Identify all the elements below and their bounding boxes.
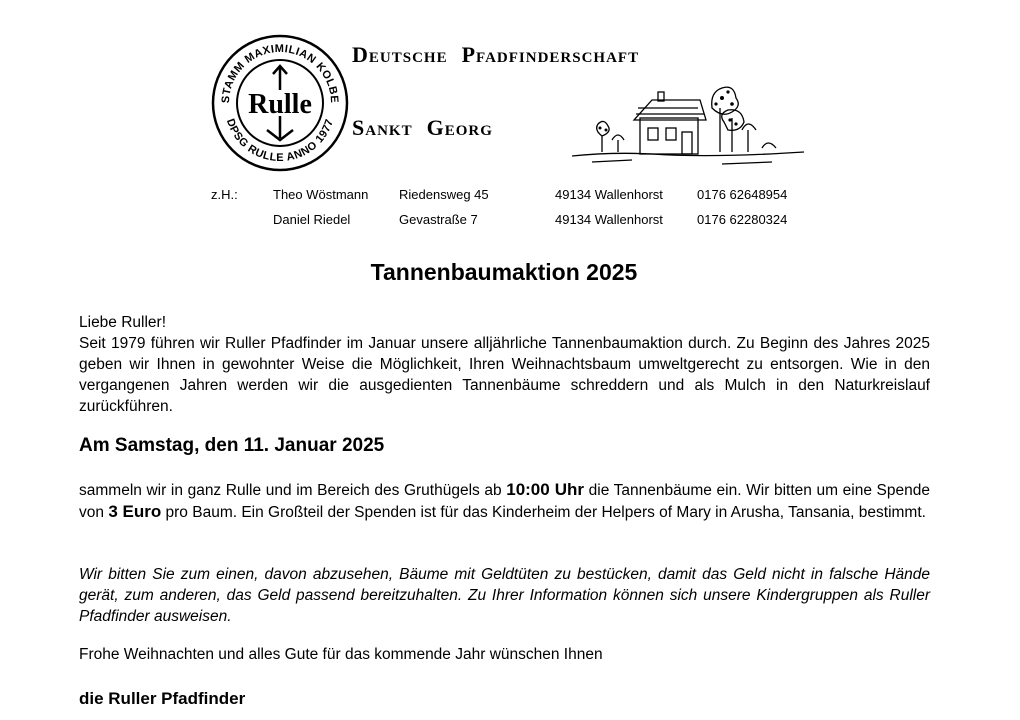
signoff: die Ruller Pfadfinder (79, 689, 246, 708)
contact-street: Gevastraße 7 (399, 212, 478, 227)
wishes-line: Frohe Weihnachten und alles Gute für das kommende Jahr wünschen Ihnen (79, 646, 603, 663)
intro-paragraph: Seit 1979 führen wir Ruller Pfadfinder im Januar unsere alljährliche Tannenbaumaktion durch. Zu Beginn des Jahres 2025 geben wir Ihnen in gewohnter Weise die Möglichkeit, Ihren Weihnachtsbaum umweltgerecht zu entsorgen. Wie in den vergangenen Jahren werden wir die ausgedienten Tannenbäume schreddern und als Mulch in den Naturkreislauf zurückführen. (79, 335, 930, 415)
request-paragraph: Wir bitten Sie zum einen, davon abzusehen, Bäume mit Geldtüten zu bestücken, damit das Geld nicht in falsche Hände gerät, zum anderen, das Geld passend bereitzuhalten. Zu Ihrer Information können sich unsere Kindergruppen als Ruller Pfadfinder ausweisen. (79, 566, 930, 625)
org-word-deutsche: Deutsche (352, 42, 448, 67)
org-word-sankt: Sankt (352, 115, 413, 140)
contact-phone: 0176 62648954 (697, 187, 788, 202)
collection-text-part1: sammeln wir in ganz Rulle und im Bereich des Gruthügels ab (79, 482, 507, 499)
letter-greeting: Liebe Ruller! (79, 314, 167, 331)
org-word-pfadfinderschaft: Pfadfinderschaft (461, 42, 640, 67)
seal-center-text: Rulle (248, 89, 312, 120)
collection-text-part2: die Tannenbäume ein. Wir bitten um eine Spende von (79, 482, 930, 521)
contact-city: 49134 Wallenhorst (555, 187, 663, 202)
dpsg-rulle-seal-logo (211, 34, 349, 172)
collection-time: 10:00 Uhr (506, 480, 585, 499)
org-name-line1 (352, 42, 639, 68)
house-trees-illustration (572, 78, 804, 178)
collection-text-part3: pro Baum. Ein Großteil der Spenden ist für das Kinderheim der Helpers of Mary in Arusha, Tansania, bestimmt. (161, 504, 926, 521)
contact-street: Riedensweg 45 (399, 187, 489, 202)
seal-ring-top-text: STAMM MAXIMILIAN KOLBE (219, 42, 341, 104)
date-heading: Am Samstag, den 11. Januar 2025 (79, 435, 385, 456)
org-word-georg: Georg (426, 115, 493, 140)
contact-name: Theo Wöstmann (273, 187, 369, 202)
contact-zh-label: z.H.: (211, 187, 238, 202)
donation-amount: 3 Euro (108, 502, 162, 521)
contact-phone: 0176 62280324 (697, 212, 788, 227)
letter-title: Tannenbaumaktion 2025 (370, 259, 638, 285)
seal-ring-bottom-text: DPSG RULLE ANNO 1977 (223, 117, 337, 165)
org-name-line2 (352, 115, 493, 141)
collection-paragraph (79, 479, 930, 523)
contact-name: Daniel Riedel (273, 212, 351, 227)
contact-city: 49134 Wallenhorst (555, 212, 663, 227)
